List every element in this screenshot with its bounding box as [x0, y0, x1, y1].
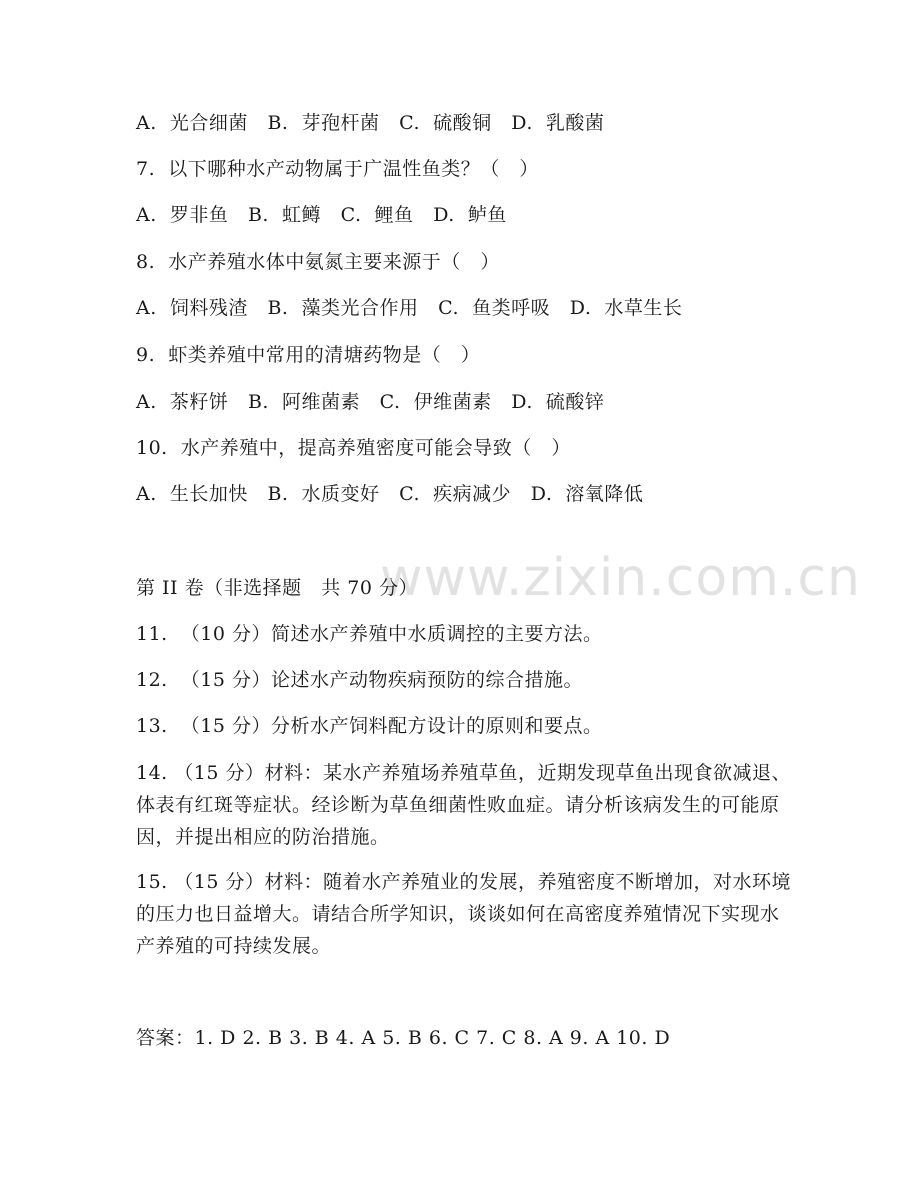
watermark: www.zixin.com.cn [380, 548, 861, 608]
q6-options: A. 光合细菌 B. 芽孢杆菌 C. 硫酸铜 D. 乳酸菌 [136, 112, 605, 134]
section-2-title: 第 II 卷（非选择题 共 70 分） [136, 577, 418, 599]
question-7: 7. 以下哪种水产动物属于广温性鱼类？（ ） [136, 158, 539, 180]
question-14: 14. （15 分）材料：某水产养殖场养殖草鱼，近期发现草鱼出现食欲减退、体表有红斑等症状。经诊断为草鱼细菌性败血症。请分析该病发生的可能原因，并提出相应的防治措施。 [136, 762, 791, 848]
question-13: 13. （15 分）分析水产饲料配方设计的原则和要点。 [136, 715, 603, 737]
q10-options: A. 生长加快 B. 水质变好 C. 疾病减少 D. 溶氧降低 [136, 483, 644, 505]
question-11: 11. （10 分）简述水产养殖中水质调控的主要方法。 [136, 623, 603, 645]
question-12: 12. （15 分）论述水产动物疾病预防的综合措施。 [136, 669, 584, 691]
question-10: 10. 水产养殖中，提高养殖密度可能会导致（ ） [136, 437, 571, 459]
question-9: 9. 虾类养殖中常用的清塘药物是（ ） [136, 344, 481, 366]
question-15: 15. （15 分）材料：随着水产养殖业的发展，养殖密度不断增加，对水环境的压力也日益增大。请结合所学知识，谈谈如何在高密度养殖情况下实现水产养殖的可持续发展。 [136, 871, 791, 957]
question-8: 8. 水产养殖水体中氨氮主要来源于（ ） [136, 251, 500, 273]
q9-options: A. 茶籽饼 B. 阿维菌素 C. 伊维菌素 D. 硫酸锌 [136, 391, 605, 413]
q8-options: A. 饲料残渣 B. 藻类光合作用 C. 鱼类呼吸 D. 水草生长 [136, 297, 683, 319]
answer-key: 答案：1. D 2. B 3. B 4. A 5. B 6. C 7. C 8. A 9. A 10. D [136, 1027, 671, 1049]
q7-options: A. 罗非鱼 B. 虹鳟 C. 鲤鱼 D. 鲈鱼 [136, 204, 507, 226]
